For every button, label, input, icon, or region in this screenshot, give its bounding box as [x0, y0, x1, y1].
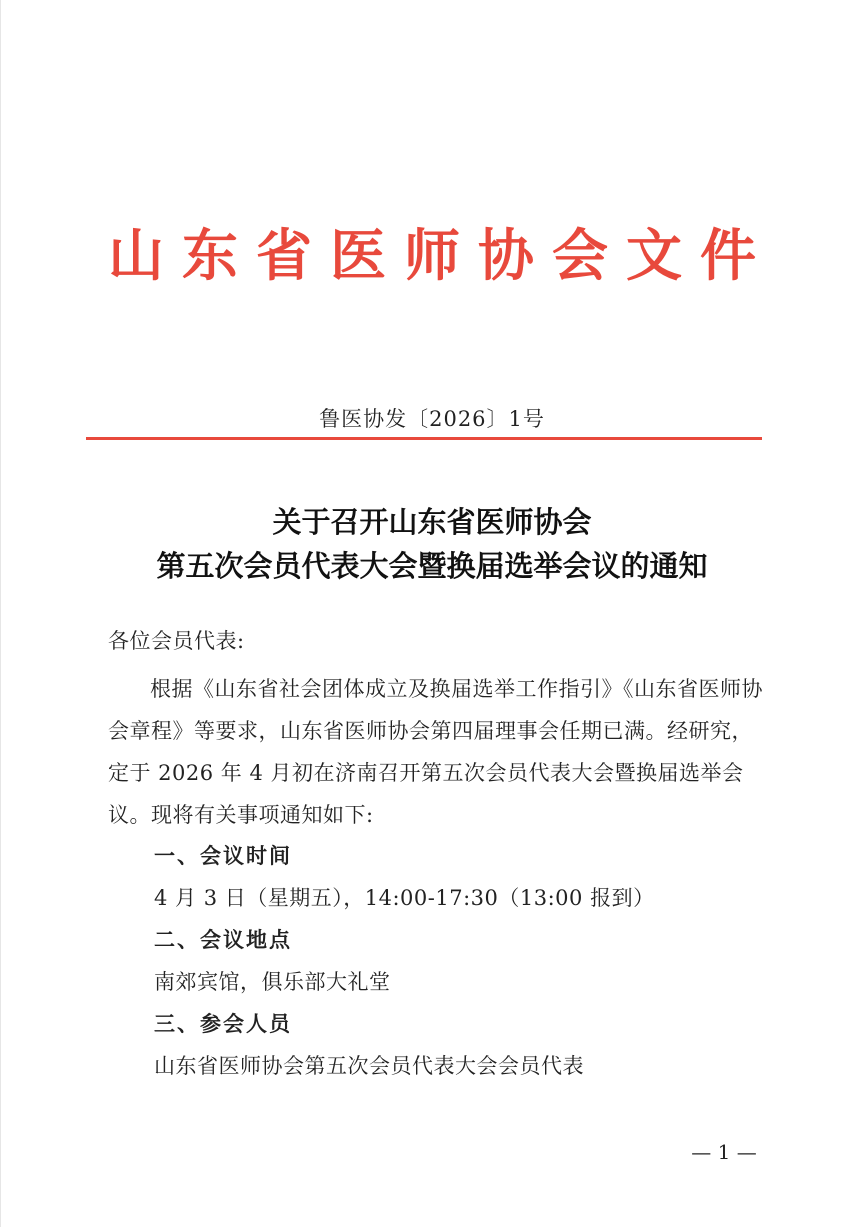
notice-title-line-1: 关于召开山东省医师协会 — [272, 505, 592, 539]
section-content-time: 4 月 3 日（星期五），14:00-17:30（13:00 报到） — [154, 886, 655, 910]
section-heading-location: 二、会议地点 — [154, 928, 292, 952]
page-number: — 1 — — [691, 1140, 757, 1164]
red-divider-line — [86, 437, 762, 440]
masthead-title: 山东省医师协会文件 — [108, 224, 774, 289]
notice-title-line-2: 第五次会员代表大会暨换届选举会议的通知 — [156, 549, 708, 583]
section-content-attendees: 山东省医师协会第五次会员代表大会会员代表 — [154, 1054, 584, 1078]
section-content-location: 南郊宾馆，俱乐部大礼堂 — [154, 970, 391, 994]
notice-body — [108, 620, 768, 1088]
salutation: 各位会员代表: — [108, 629, 245, 653]
section-heading-attendees: 三、参会人员 — [154, 1012, 292, 1036]
section-heading-time: 一、会议时间 — [154, 844, 292, 868]
intro-paragraph: 根据《山东省社会团体成立及换届选举工作指引》《山东省医师协会章程》等要求，山东省医师协会第四届理事会任期已满。经研究，定于 2026 年 4 月初在济南召开第五次会员代表大会暨换届选举会议。现将有关事项通知如下: — [108, 677, 763, 827]
notice-title — [60, 500, 804, 588]
document-number: 鲁医协发〔2026〕1号 — [319, 407, 545, 431]
